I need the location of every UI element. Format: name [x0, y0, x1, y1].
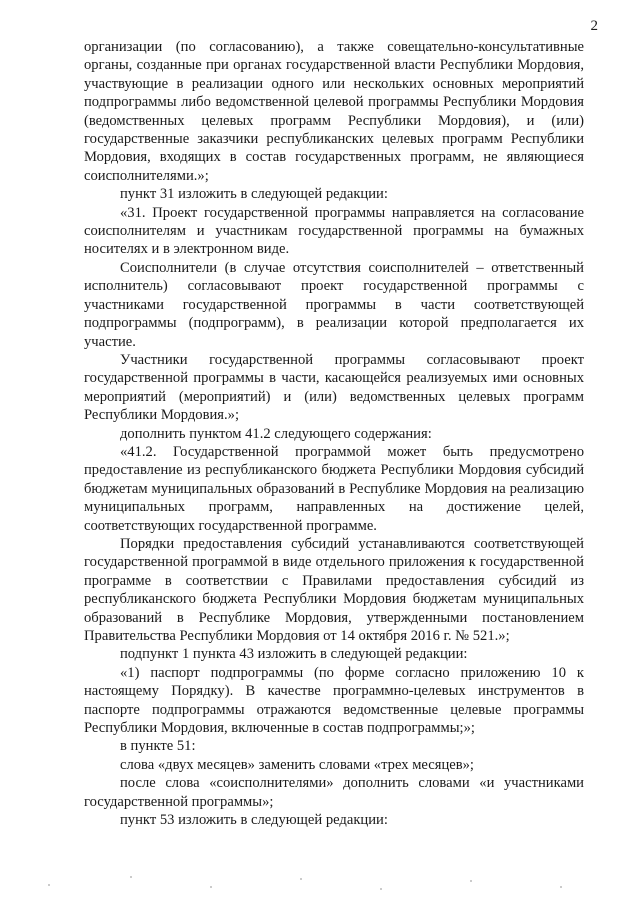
paragraph: «41.2. Государственной программой может быть предусмотрено предоставление из республиканского бюджета Республики Мордовия субсидий бюджетам муниципальных образований в Республике Мордовия на реализацию муниципальных программ, направленных на достижение целей, соответствующих государственной программе.: [84, 443, 584, 534]
document-body: [84, 38, 584, 829]
scan-speck: [300, 878, 302, 880]
scan-speck: [470, 880, 472, 882]
scan-speck: [48, 884, 50, 886]
paragraph: Участники государственной программы согласовывают проект государственной программы в части, касающейся реализуемых ими основных мероприятий (мероприятий) и (или) ведомственных целевых программ Республики Мордовия.»;: [84, 351, 584, 424]
paragraph: слова «двух месяцев» заменить словами «трех месяцев»;: [120, 756, 474, 773]
scan-speck: [380, 888, 382, 890]
scan-speck: [210, 886, 212, 888]
paragraph: Соисполнители (в случае отсутствия соисполнителей – ответственный исполнитель) согласовывают проект государственной программы с участниками государственной программы в части соответствующей подпрограммы (подпрограмм), в реализации которой предполагается их участие.: [84, 259, 584, 350]
page-number: 2: [590, 18, 598, 34]
paragraph: организации (по согласованию), а также совещательно-консультативные органы, созданные при органах государственной власти Республики Мордовия, участвующие в реализации одного или нескольких основных мероприятий подпрограммы либо ведомственной целевой программы Республики Мордовия (ведомственных целевых программ Республики Мордовия), и (или) государственные заказчики республиканских целевых программ Республики Мордовия, входящих в состав государственных программ, не являющиеся соисполнителями.»;: [84, 39, 584, 184]
scan-speck: [130, 876, 132, 878]
paragraph: «1) паспорт подпрограммы (по форме согласно приложению 10 к настоящему Порядку). В качестве программно-целевых инструментов в паспорте подпрограммы отражаются ведомственные целевые программы Республики Мордовия, включенные в состав подпрограммы;»;: [84, 664, 584, 737]
scan-speck: [560, 886, 562, 888]
paragraph: после слова «соисполнителями» дополнить словами «и участниками государственной программы»;: [84, 775, 584, 810]
paragraph: Порядки предоставления субсидий устанавливаются соответствующей государственной программой в виде отдельного приложения к государственной программе в соответствии с Правилами предоставления субсидий из республиканского бюджета Республики Мордовия бюджетам муниципальных образований в Республике Мордовия, утвержденными постановлением Правительства Республики Мордовия от 14 октября 2016 г. № 521.»;: [84, 535, 584, 644]
paragraph: пункт 53 изложить в следующей редакции:: [120, 812, 388, 829]
paragraph: «31. Проект государственной программы направляется на согласование соисполнителям и участникам государственной программы на бумажных носителях и в электронном виде.: [84, 204, 584, 258]
paragraph: пункт 31 изложить в следующей редакции:: [120, 186, 388, 203]
paragraph: подпункт 1 пункта 43 изложить в следующей редакции:: [120, 646, 468, 663]
paragraph: в пункте 51:: [120, 738, 196, 755]
paragraph: дополнить пунктом 41.2 следующего содержания:: [120, 425, 432, 442]
